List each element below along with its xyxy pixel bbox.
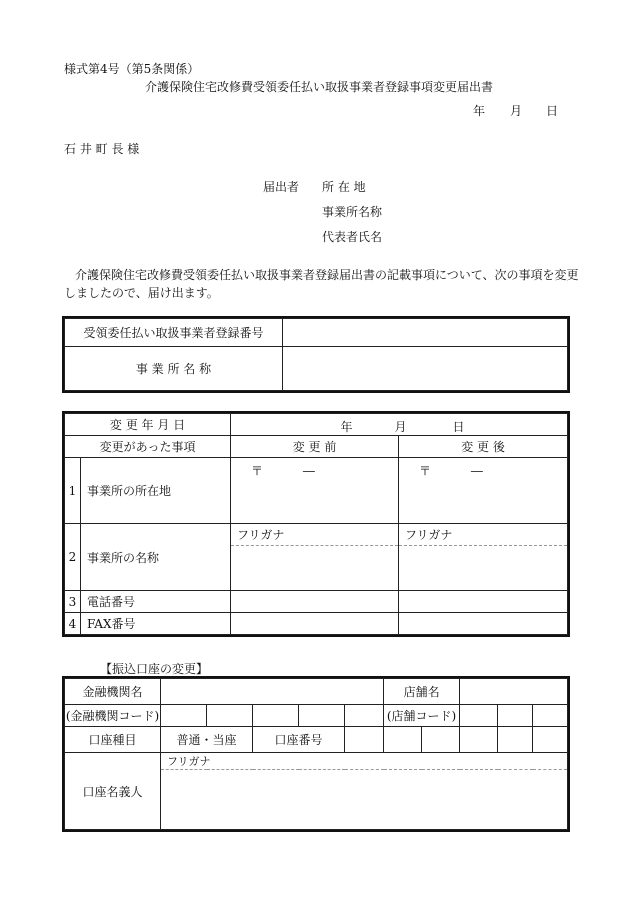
form-number: 様式第4号（第5条関係）	[64, 62, 200, 76]
bank-table	[64, 678, 568, 830]
change-date-year: 年	[340, 419, 353, 434]
holder-furigana-field[interactable]	[161, 753, 568, 770]
branch-name-field[interactable]	[460, 679, 568, 705]
change-date-day: 日	[452, 419, 465, 434]
row-label: 電話番号	[81, 591, 231, 613]
branch-code-digit[interactable]	[533, 705, 568, 727]
row-number: 1	[65, 458, 81, 524]
account-number-digit[interactable]	[498, 727, 533, 753]
holder-name-field[interactable]	[161, 770, 568, 830]
before-address-field[interactable]	[231, 458, 399, 524]
notifier-office-label: 事業所名称	[322, 205, 383, 219]
account-type-value[interactable]: 普通・当座	[161, 727, 253, 753]
before-header: 変 更 前	[231, 436, 399, 458]
institution-code-digit[interactable]	[299, 705, 345, 727]
statement-line-1: 介護保険住宅改修費受領委任払い取扱事業者登録届出書の記載事項について、次の事項を変更	[75, 268, 579, 282]
date-day-label: 日	[546, 104, 559, 118]
postal-mark: 〒	[419, 464, 432, 478]
before-furigana-field[interactable]	[231, 524, 399, 546]
notifier-representative-label: 代表者氏名	[322, 230, 383, 244]
postal-mark: 〒	[251, 464, 264, 478]
reg-no-field[interactable]	[283, 319, 568, 347]
account-number-digit[interactable]	[345, 727, 384, 753]
furigana-label: フリガナ	[167, 755, 211, 768]
account-number-digit[interactable]	[460, 727, 498, 753]
notifier-address-label: 所 在 地	[322, 180, 366, 194]
after-name-field[interactable]	[399, 546, 568, 591]
after-furigana-field[interactable]	[399, 524, 568, 546]
account-type-label: 口座種目	[65, 727, 161, 753]
reg-office-name-label: 事 業 所 名 称	[65, 347, 283, 391]
postal-dash: ―	[470, 464, 483, 478]
institution-name-label: 金融機関名	[65, 679, 161, 705]
notifier-label: 届出者	[263, 180, 300, 194]
institution-code-digit[interactable]	[207, 705, 253, 727]
after-address-field[interactable]	[399, 458, 568, 524]
change-date-label: 変 更 年 月 日	[65, 414, 231, 436]
addressee: 石 井 町 長 様	[64, 142, 140, 156]
after-fax-field[interactable]	[399, 613, 568, 635]
branch-name-label: 店舗名	[384, 679, 460, 705]
reg-no-label: 受領委任払い取扱事業者登録番号	[65, 319, 283, 347]
reg-office-name-field[interactable]	[283, 347, 568, 391]
items-header: 変更があった事項	[65, 436, 231, 458]
institution-name-field[interactable]	[161, 679, 384, 705]
after-header: 変 更 後	[399, 436, 568, 458]
institution-code-digit[interactable]	[253, 705, 299, 727]
account-number-digit[interactable]	[422, 727, 460, 753]
before-name-field[interactable]	[231, 546, 399, 591]
row-number: 4	[65, 613, 81, 635]
before-fax-field[interactable]	[231, 613, 399, 635]
change-table	[64, 413, 568, 635]
row-label: 事業所の所在地	[81, 458, 231, 524]
branch-code-digit[interactable]	[498, 705, 533, 727]
branch-code-label: (店舗コード)	[384, 705, 460, 727]
registration-table	[64, 318, 568, 391]
furigana-label: フリガナ	[237, 528, 285, 542]
account-holder-label: 口座名義人	[65, 753, 161, 830]
institution-code-digit[interactable]	[161, 705, 207, 727]
row-number: 2	[65, 524, 81, 591]
before-phone-field[interactable]	[231, 591, 399, 613]
row-label: FAX番号	[81, 613, 231, 635]
row-label: 事業所の名称	[81, 524, 231, 591]
furigana-label: フリガナ	[405, 528, 453, 542]
date-month-label: 月	[510, 104, 523, 118]
branch-code-digit[interactable]	[460, 705, 498, 727]
account-number-digit[interactable]	[384, 727, 422, 753]
account-number-label: 口座番号	[253, 727, 345, 753]
change-date-month: 月	[394, 419, 407, 434]
account-number-digit[interactable]	[533, 727, 568, 753]
row-number: 3	[65, 591, 81, 613]
bank-section-title: 【振込口座の変更】	[100, 662, 209, 676]
date-year-label: 年	[473, 104, 486, 118]
postal-dash: ―	[302, 464, 315, 478]
statement-line-2: しましたので、届け出ます。	[64, 286, 219, 300]
form-title: 介護保険住宅改修費受領委任払い取扱事業者登録事項変更届出書	[145, 80, 494, 94]
institution-code-label: (金融機関コード)	[65, 705, 161, 727]
institution-code-digit[interactable]	[345, 705, 384, 727]
after-phone-field[interactable]	[399, 591, 568, 613]
change-date-field[interactable]	[231, 414, 568, 436]
